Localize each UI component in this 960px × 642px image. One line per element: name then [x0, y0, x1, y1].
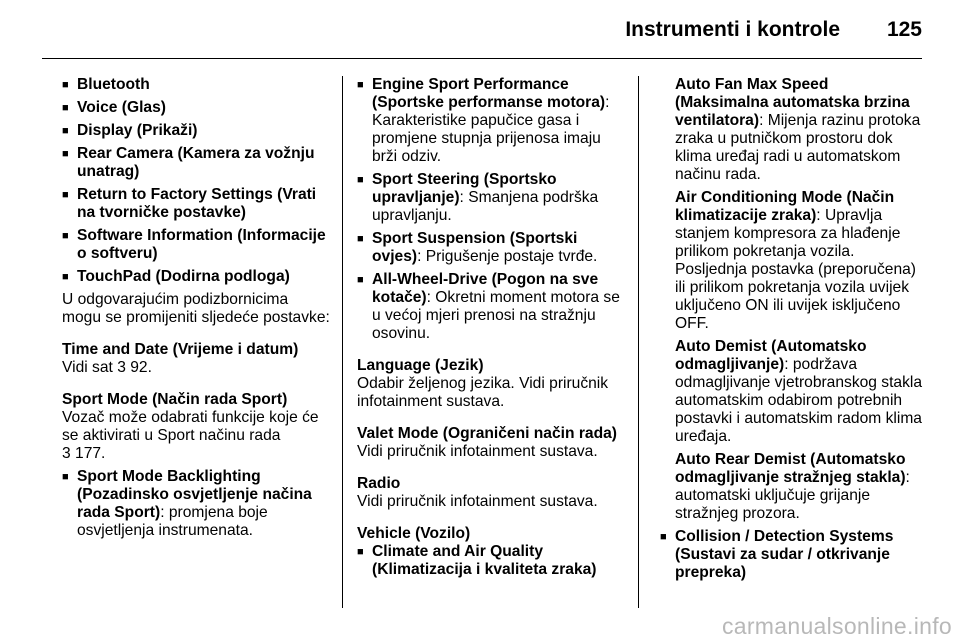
column-divider-2 [638, 76, 639, 608]
page-ref-link[interactable]: 92. [130, 359, 152, 376]
valet-heading: Valet Mode (Ograničeni način rada) [357, 425, 617, 442]
list-item: ■ Bluetooth [62, 76, 330, 94]
sport-mode-heading: Sport Mode (Način rada Sport) [62, 391, 288, 408]
list-item: ■ TouchPad (Dodirna podloga) [62, 268, 330, 286]
watermark: carmanualsonline.info [721, 613, 952, 639]
page-ref-icon: 3 [117, 359, 126, 376]
list-item: ■ Sport Suspension (Sportski ovjes): Prigušenje postaje tvrđe. [357, 230, 627, 266]
page-header [0, 0, 960, 58]
list-item: ■ Sport Mode Backlighting (Pozadinsko osvjetljenje načina rada Sport): promjena boje osvjetljenja instrumenata. [62, 468, 330, 540]
page-number: 125 [886, 18, 922, 41]
radio-heading: Radio [357, 475, 401, 492]
page-ref-icon: 3 [62, 445, 71, 462]
intro-text: U odgovarajućim podizbornicima mogu se promijeniti sljedeće postavke: [62, 291, 330, 326]
list-item: ■ Voice (Glas) [62, 99, 330, 117]
list-item: ■ Sport Steering (Sportsko upravljanje): Smanjena podrška upravljanju. [357, 171, 627, 225]
list-item: ■ Software Information (Informacije o softveru) [62, 227, 330, 263]
list-item: ■ Engine Sport Performance (Sportske performanse motora): Karakteristike papučice gasa i promjene stupnja prijenosa imaju brži odziv. [357, 76, 627, 166]
language-heading: Language (Jezik) [357, 357, 484, 374]
vehicle-heading: Vehicle (Vozilo) [357, 525, 471, 542]
column-3 [675, 76, 925, 587]
list-item: ■ Collision / Detection Systems (Sustavi za sudar / otkrivanje prepreka) [660, 528, 925, 582]
time-date-heading: Time and Date (Vrijeme i datum) [62, 341, 299, 358]
sport-mode-body: Vozač može odabrati funkcije koje će se aktivirati u Sport načinu rada 3 177. [62, 409, 319, 462]
fan-speed-item: Auto Fan Max Speed (Maksimalna automatska brzina ventilatora): Mijenja razinu protoka zraka u putničkom prostoru dok klima uređaj radi u automatskom načinu rada. [675, 76, 921, 183]
list-item: ■ Climate and Air Quality (Klimatizacija i kvaliteta zraka) [357, 543, 627, 579]
valet-body: Vidi priručnik infotainment sustava. [357, 443, 598, 460]
language-body: Odabir željenog jezika. Vidi priručnik infotainment sustava. [357, 375, 609, 410]
page-title: Instrumenti i kontrole [625, 18, 840, 41]
list-item: ■ All-Wheel-Drive (Pogon na sve kotače): Okretni moment motora se u većoj mjeri prenosi na stražnju osovinu. [357, 271, 627, 343]
radio-body: Vidi priručnik infotainment sustava. [357, 493, 598, 510]
list-item: ■ Return to Factory Settings (Vrati na tvorničke postavke) [62, 186, 330, 222]
list-item: ■ Display (Prikaži) [62, 122, 330, 140]
rear-demist-item: Auto Rear Demist (Automatsko odmagljivanje stražnjeg stakla): automatski uključuje grijanje stražnjeg prozora. [675, 451, 910, 522]
column-divider-1 [342, 76, 343, 608]
list-item: ■ Rear Camera (Kamera za vožnju unatrag) [62, 145, 330, 181]
column-2 [357, 76, 627, 584]
page-ref-link[interactable]: 177. [75, 445, 106, 462]
column-1 [62, 76, 330, 545]
ac-mode-item: Air Conditioning Mode (Način klimatizacije zraka): Upravlja stanjem kompresora za hlađenje prilikom pokretanja vozila. Posljednja postavka (preporučena) ili prilikom pokretanja vozila uvijek uključeno ON ili uvijek isključeno OFF. [675, 189, 916, 332]
time-date-body: Vidi sat 3 92. [62, 359, 152, 376]
auto-demist-item: Auto Demist (Automatsko odmagljivanje): podržava odmagljivanje vjetrobranskog stakla automatskim odabirom potrebnih postavki i automatskim radom klima uređaja. [675, 338, 923, 445]
header-rule [42, 58, 922, 59]
